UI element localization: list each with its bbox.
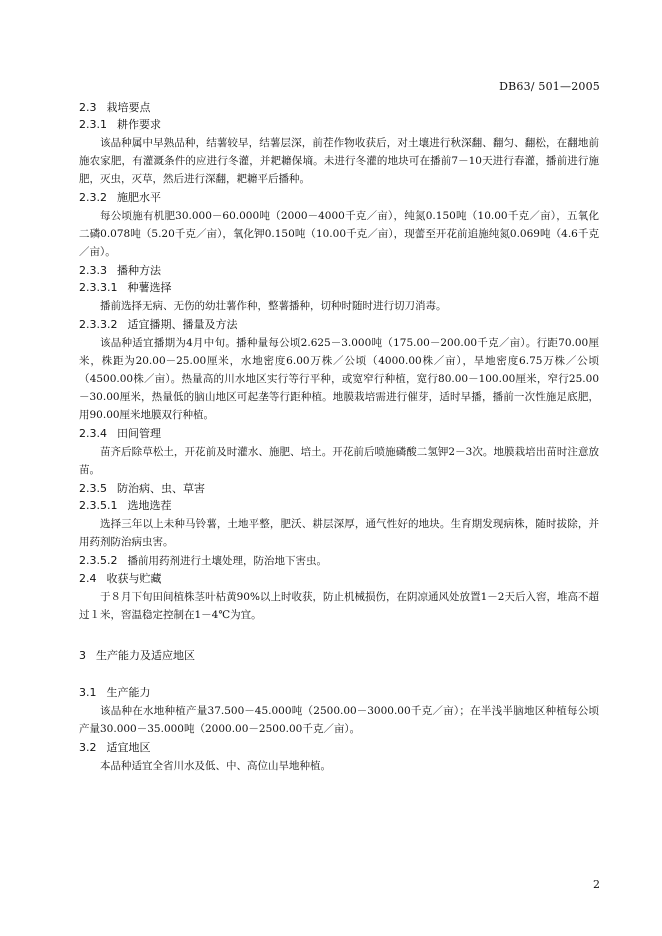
paragraph: 播前选择无病、无伤的幼壮薯作种，整薯播种，切种时随时进行切刀消毒。 [100, 300, 447, 312]
section-heading [79, 571, 599, 586]
section-title: 适宜播期、播量及方法 [127, 318, 238, 331]
section-number: 2.3.5 [79, 482, 107, 495]
paragraph: 每公顷施有机肥30.000－60.000吨（2000－4000千克／亩），纯氮0.150吨（10.00千克／亩），五氧化二磷0.078吨（5.20千克／亩），氧化钾0.150吨（10.00千克／亩），现蕾至开花前追施纯氮0.069吨（4.6千克／亩）。 [79, 210, 599, 258]
section-number: 3.2 [79, 741, 97, 754]
section-title: 耕作要求 [117, 118, 161, 131]
section-title: 栽培要点 [106, 101, 151, 114]
section-title: 田间管理 [117, 427, 161, 440]
section-heading [79, 685, 599, 700]
page-number: 2 [593, 878, 600, 891]
paragraph: 该品种在水地种植产量37.500－45.000吨（2500.00－3000.00千克／亩）；在半浅半脑地区种植每公顷产量30.000－35.000吨（2000.00－2500.00千克／亩）。 [79, 705, 599, 735]
section-heading [79, 190, 599, 205]
paragraph: 选择三年以上未种马铃薯，土地平整，肥沃、耕层深厚，通气性好的地块。生育期发现病株，随时拔除，并用药剂防治病虫害。 [79, 518, 599, 548]
section-heading [79, 498, 599, 513]
section-title: 种薯选择 [127, 281, 172, 294]
section-number: 2.3.3.2 [79, 318, 118, 331]
section-number: 2.3.5.1 [79, 499, 118, 512]
section-number: 2.3.2 [79, 191, 107, 204]
section-number: 2.3.3.1 [79, 281, 118, 294]
document-body [79, 100, 599, 777]
section-heading [79, 263, 599, 278]
section-number: 3.1 [79, 686, 97, 699]
paragraph: 苗齐后除草松土，开花前及时灌水、施肥、培土。开花前后喷施磷酸二氢钾2－3次。地膜栽培出苗时注意放苗。 [79, 446, 599, 476]
section-heading [79, 553, 599, 569]
section-title: 收获与贮藏 [106, 572, 162, 585]
section-number: 3 [79, 649, 86, 662]
section-inline-text: 播前用药剂进行土壤处理，防治地下害虫。 [127, 555, 327, 567]
section-title: 适宜地区 [106, 741, 151, 754]
section-number: 2.3.4 [79, 427, 107, 440]
section-heading [79, 117, 599, 132]
paragraph: 于８月下旬田间植株茎叶枯黄90%以上时收获，防止机械损伤，在阴凉通风处放置1－2天后入窖，堆高不超过１米，窖温稳定控制在1－4℃为宜。 [79, 591, 599, 621]
section-number: 2.3.3 [79, 264, 107, 277]
paragraph: 该品种适宜播期为4月中旬。播种量每公顷2.625－3.000吨（175.00－200.00千克／亩）。行距70.00厘米，株距为20.00－25.00厘米，水地密度6.00万株／公顷（4000.00株／亩），旱地密度6.75万株／公顷（4500.00株／亩）。热量高的川水地区实行等行平种，或宽窄行种植，宽行80.00－100.00厘米，窄行25.00－30.00厘米，热量低的脑山地区可起垄等行距种植。地膜栽培需进行催芽，适时早播，播前一次性施足底肥，用90.00厘米地膜双行种植。 [79, 337, 599, 421]
section-title: 选地选茬 [127, 499, 172, 512]
section-title: 播种方法 [117, 264, 161, 277]
paragraph: 本品种适宜全省川水及低、中、高位山旱地种植。 [100, 760, 331, 772]
section-heading [79, 317, 599, 332]
standard-code: DB63/ 501—2005 [499, 80, 600, 93]
section-heading [79, 648, 599, 663]
section-title: 施肥水平 [117, 191, 161, 204]
section-number: 2.3 [79, 101, 97, 114]
section-heading [79, 481, 599, 496]
section-title: 生产能力 [106, 686, 151, 699]
section-number: 2.3.5.2 [79, 554, 118, 567]
section-number: 2.3.1 [79, 118, 107, 131]
section-heading [79, 100, 599, 115]
section-heading [79, 280, 599, 295]
paragraph: 该品种属中早熟品种，结薯较早，结薯层深，前茬作物收获后，对土壤进行秋深翻、翻匀、翻松，在翻地前施农家肥，有灌溉条件的应进行冬灌，并耙耱保墒。未进行冬灌的地块可在播前7－10天进行春灌，播前进行施肥，灭虫，灭草，然后进行深翻，耙耱平后播种。 [79, 137, 599, 185]
section-title: 防治病、虫、草害 [117, 482, 205, 495]
section-heading [79, 426, 599, 441]
section-title: 生产能力及适应地区 [96, 649, 195, 662]
section-number: 2.4 [79, 572, 97, 585]
section-heading [79, 740, 599, 755]
